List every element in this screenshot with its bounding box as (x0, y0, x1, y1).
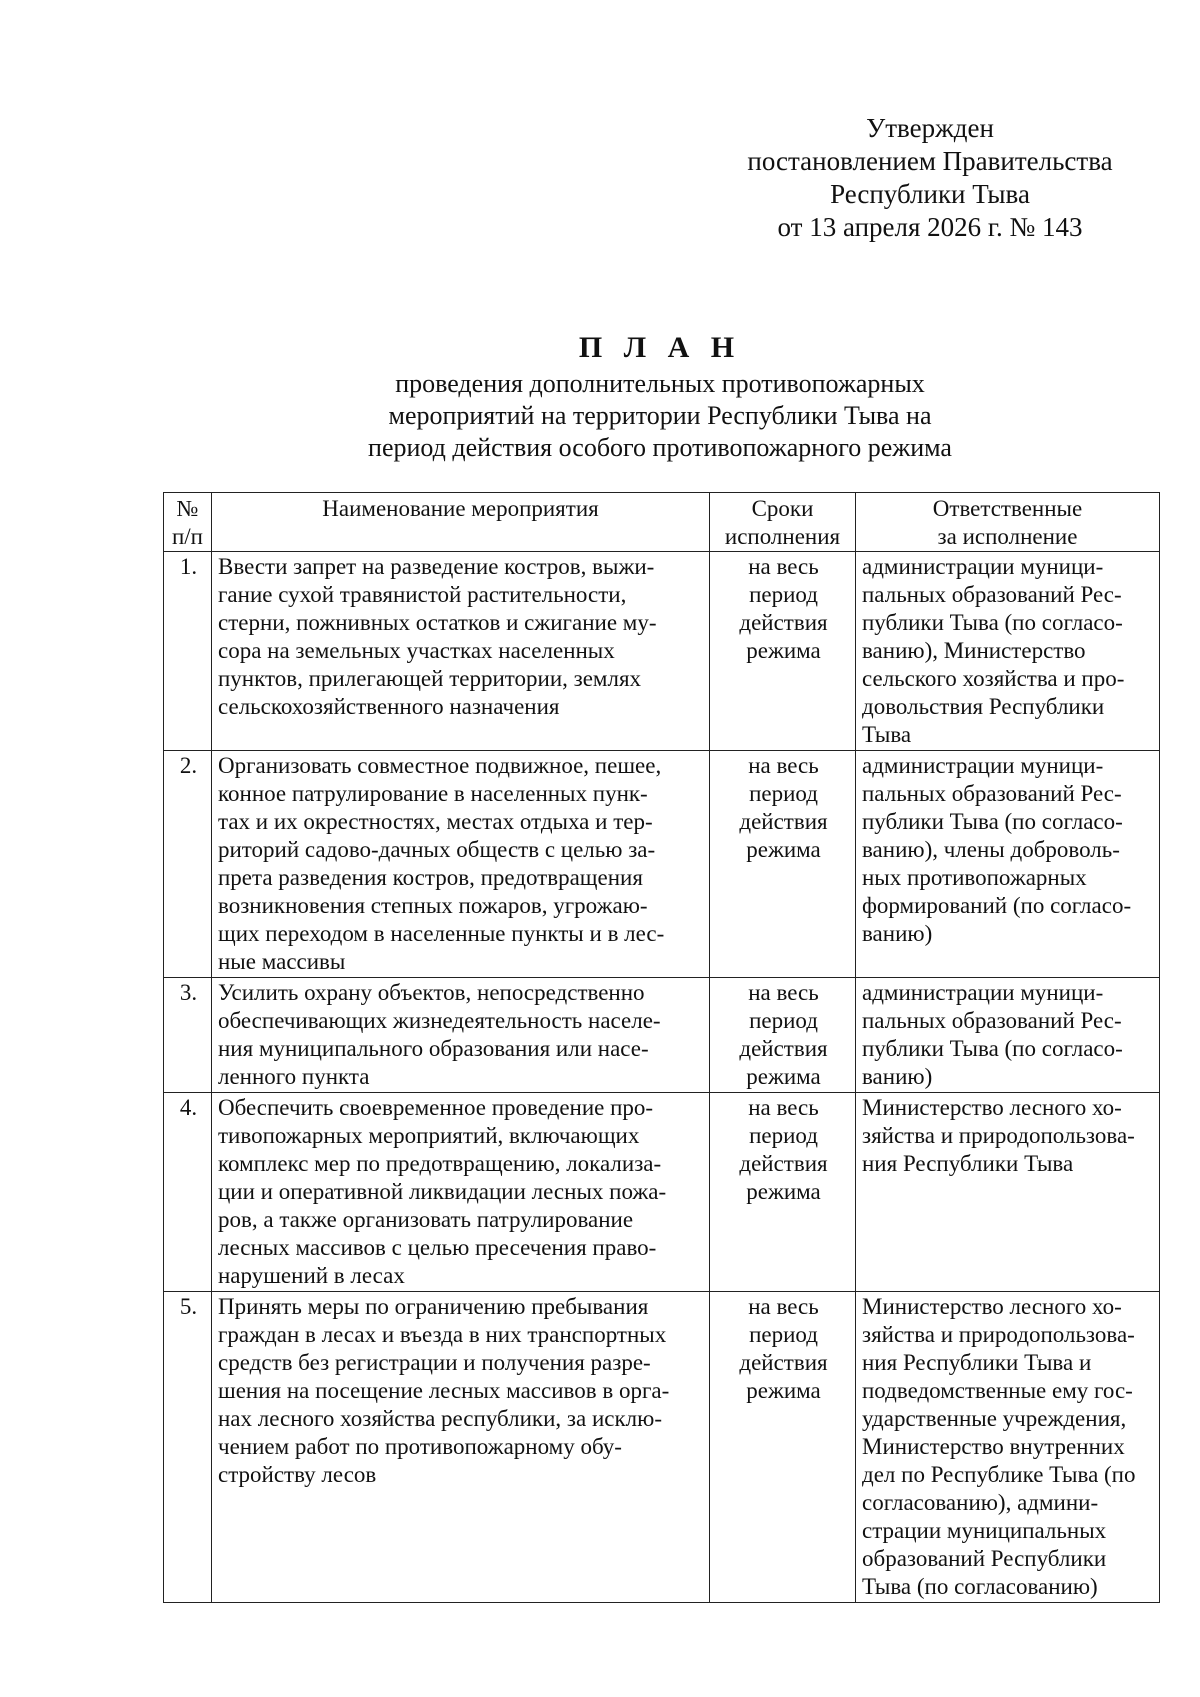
row-number-cell (164, 978, 212, 1093)
measure-name-line: Усилить охрану объектов, непосредственно (218, 980, 645, 1005)
responsible-line: пальных образований Рес- (862, 781, 1122, 806)
measure-name-line: стерни, пожнивных остатков и сжигание му- (218, 610, 657, 635)
measure-name-line: конное патрулирование в населенных пунк- (218, 781, 648, 806)
execution-term-cell (710, 1292, 856, 1603)
responsible-line: Министерство внутренних (862, 1434, 1125, 1459)
measure-name-line: ния муниципального образования или насе- (218, 1036, 649, 1061)
responsible-line: Тыва (по согласованию) (862, 1574, 1098, 1599)
measure-name-line: возникновения степных пожаров, угрожаю- (218, 893, 648, 918)
header-num-line: № (176, 496, 199, 521)
measure-name-line: шения на посещение лесных массивов в орга- (218, 1378, 670, 1403)
header-resp-line: Ответственные (932, 496, 1083, 521)
row-number-cell (164, 552, 212, 751)
row-number-cell (164, 1292, 212, 1603)
responsible-cell (856, 751, 1160, 978)
measure-name-line: сельскохозяйственного назначения (218, 694, 560, 719)
execution-term-line: режима (746, 1378, 821, 1403)
execution-term-line: режима (746, 1064, 821, 1089)
execution-term-line: период (749, 1322, 818, 1347)
responsible-line: страции муниципальных (862, 1518, 1107, 1543)
measure-name-line: риторий садово-дачных обществ с целью за- (218, 837, 656, 862)
measure-name-cell (212, 1292, 710, 1603)
responsible-line: администрации муници- (862, 554, 1104, 579)
measure-name-line: нарушений в лесах (218, 1263, 405, 1288)
plan-title: П Л А Н (578, 331, 742, 364)
table-row (164, 552, 1160, 751)
measure-name-line: Обеспечить своевременное проведение про- (218, 1095, 654, 1120)
row-number-cell (164, 751, 212, 978)
row-number: 5. (179, 1294, 198, 1319)
responsible-line: публики Тыва (по согласо- (862, 610, 1123, 635)
table-row (164, 751, 1160, 978)
header-term-line: Сроки (751, 496, 814, 521)
approval-line-republic: Республики Тыва (830, 179, 1030, 209)
execution-term-line: режима (746, 638, 821, 663)
responsible-line: дел по Республике Тыва (по (862, 1462, 1136, 1487)
execution-term-line: период (749, 582, 818, 607)
measure-name-line: обеспечивающих жизнедеятельность населе- (218, 1008, 661, 1033)
header-resp-line: за исполнение (937, 524, 1078, 549)
execution-term-line: период (749, 1123, 818, 1148)
measure-name-cell (212, 1093, 710, 1292)
responsible-line: пальных образований Рес- (862, 1008, 1122, 1033)
plan-heading (160, 330, 1160, 464)
execution-term-line: режима (746, 1179, 821, 1204)
responsible-line: формирований (по согласо- (862, 893, 1132, 918)
responsible-line: ванию) (862, 921, 933, 946)
responsible-line: ванию), Министерство (862, 638, 1086, 663)
responsible-line: довольствия Республики (862, 694, 1105, 719)
execution-term-line: действия (739, 809, 828, 834)
row-number: 3. (179, 980, 198, 1005)
measure-name-line: ции и оперативной ликвидации лесных пожа- (218, 1179, 667, 1204)
responsible-line: администрации муници- (862, 753, 1104, 778)
header-term-line: исполнения (724, 524, 841, 549)
plan-table (163, 492, 1160, 1603)
header-num-line: п/п (171, 524, 203, 549)
responsible-line: администрации муници- (862, 980, 1104, 1005)
plan-table-body (164, 552, 1160, 1603)
responsible-line: публики Тыва (по согласо- (862, 809, 1123, 834)
table-row (164, 1093, 1160, 1292)
measure-name-line: тах и их окрестностях, местах отдыха и тер- (218, 809, 653, 834)
responsible-line: Министерство лесного хо- (862, 1294, 1122, 1319)
measure-name-cell (212, 978, 710, 1093)
responsible-line: согласованию), админи- (862, 1490, 1099, 1515)
responsible-cell (856, 1292, 1160, 1603)
plan-table-header (164, 493, 1160, 552)
responsible-line: зяйства и природопользова- (862, 1123, 1135, 1148)
responsible-cell (856, 978, 1160, 1093)
responsible-line: ванию), члены доброволь- (862, 837, 1120, 862)
measure-name-line: комплекс мер по предотвращению, локализа- (218, 1151, 662, 1176)
measure-name-line: лесных массивов с целью пресечения право- (218, 1235, 657, 1260)
execution-term-line: на весь (748, 554, 819, 579)
measure-name-line: тивопожарных мероприятий, включающих (218, 1123, 640, 1148)
measure-name-line: ные массивы (218, 949, 346, 974)
header-row (164, 493, 1160, 552)
measure-name-line: ров, а также организовать патрулирование (218, 1207, 634, 1232)
measure-name-line: Принять меры по ограничению пребывания (218, 1294, 649, 1319)
execution-term-line: режима (746, 837, 821, 862)
header-resp (856, 493, 1160, 552)
row-number: 2. (179, 753, 198, 778)
responsible-line: ния Республики Тыва (862, 1151, 1074, 1176)
responsible-line: подведомственные ему гос- (862, 1378, 1133, 1403)
responsible-cell (856, 552, 1160, 751)
responsible-cell (856, 1093, 1160, 1292)
execution-term-line: действия (739, 610, 828, 635)
measure-name-line: стройству лесов (218, 1462, 377, 1487)
row-number-cell (164, 1093, 212, 1292)
responsible-line: Тыва (862, 722, 912, 747)
measure-name-line: средств без регистрации и получения разре- (218, 1350, 651, 1375)
responsible-line: ударственные учреждения, (862, 1406, 1127, 1431)
responsible-line: образований Республики (862, 1546, 1107, 1571)
approval-line-date-number: от 13 апреля 2026 г. № 143 (777, 212, 1083, 242)
header-num (164, 493, 212, 552)
measure-name-line: Организовать совместное подвижное, пешее, (218, 753, 662, 778)
responsible-line: сельского хозяйства и про- (862, 666, 1125, 691)
responsible-line: ванию) (862, 1064, 933, 1089)
measure-name-cell (212, 552, 710, 751)
measure-name-line: нах лесного хозяйства республики, за исклю- (218, 1406, 662, 1431)
execution-term-line: период (749, 1008, 818, 1033)
responsible-line: зяйства и природопользова- (862, 1322, 1135, 1347)
measure-name-line: прета разведения костров, предотвращения (218, 865, 643, 890)
execution-term-line: действия (739, 1350, 828, 1375)
row-number: 4. (179, 1095, 198, 1120)
execution-term-line: на весь (748, 753, 819, 778)
plan-subtitle-line: мероприятий на территории Республики Тыва на (388, 401, 932, 430)
header-name-line: Наименование мероприятия (322, 496, 599, 521)
table-row (164, 1292, 1160, 1603)
execution-term-cell (710, 552, 856, 751)
row-number: 1. (179, 554, 198, 579)
execution-term-line: действия (739, 1151, 828, 1176)
header-term (710, 493, 856, 552)
measure-name-line: гание сухой травянистой растительности, (218, 582, 627, 607)
measure-name-line: чением работ по противопожарному обу- (218, 1434, 622, 1459)
measure-name-line: сора на земельных участках населенных (218, 638, 615, 663)
plan-subtitle (160, 368, 1160, 464)
measure-name-line: щих переходом в населенные пункты и в лес- (218, 921, 665, 946)
responsible-line: ния Республики Тыва и (862, 1350, 1092, 1375)
responsible-line: пальных образований Рес- (862, 582, 1122, 607)
measure-name-line: Ввести запрет на разведение костров, выжи- (218, 554, 655, 579)
measure-name-line: граждан в лесах и въезда в них транспортных (218, 1322, 667, 1347)
responsible-line: публики Тыва (по согласо- (862, 1036, 1123, 1061)
measure-name-line: пунктов, прилегающей территории, землях (218, 666, 642, 691)
execution-term-line: на весь (748, 1294, 819, 1319)
responsible-line: Министерство лесного хо- (862, 1095, 1122, 1120)
plan-subtitle-line: проведения дополнительных противопожарных (395, 369, 925, 398)
responsible-line: ных противопожарных (862, 865, 1087, 890)
execution-term-cell (710, 978, 856, 1093)
execution-term-line: действия (739, 1036, 828, 1061)
execution-term-line: на весь (748, 980, 819, 1005)
approval-block (720, 112, 1140, 244)
table-row (164, 978, 1160, 1093)
plan-subtitle-line: период действия особого противопожарного режима (368, 433, 952, 462)
header-name (212, 493, 710, 552)
execution-term-cell (710, 751, 856, 978)
execution-term-cell (710, 1093, 856, 1292)
measure-name-line: ленного пункта (218, 1064, 370, 1089)
approval-line-resolution: постановлением Правительства (747, 146, 1113, 176)
execution-term-line: на весь (748, 1095, 819, 1120)
measure-name-cell (212, 751, 710, 978)
approval-line-approved: Утвержден (866, 113, 994, 143)
execution-term-line: период (749, 781, 818, 806)
